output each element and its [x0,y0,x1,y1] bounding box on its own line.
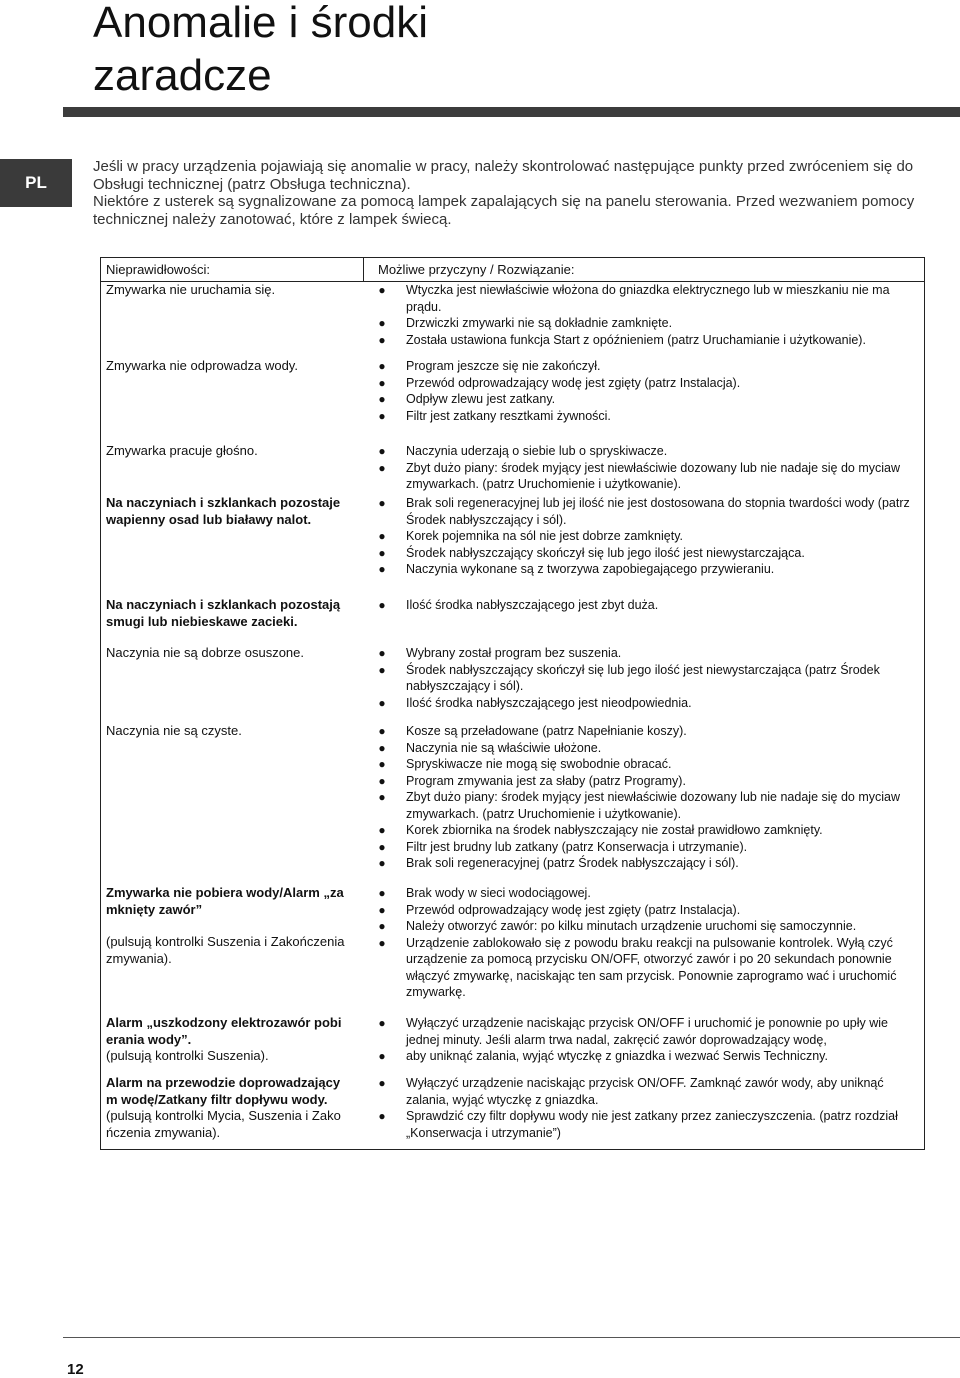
solution-item [378,460,918,493]
solution-item [378,391,918,408]
bullet-icon: ● [378,1076,386,1090]
problem-line: Zmywarka nie pobiera wody/Alarm „za [106,885,344,900]
solution-text: Korek pojemnika na sól nie jest dobrze zamknięty. [406,529,683,543]
solution-item [378,443,918,460]
problem-cell [106,1075,368,1141]
bullet-icon: ● [378,359,386,373]
solution-item [378,695,918,712]
problem-line: Naczynia nie są czyste. [106,723,242,738]
bullet-icon: ● [378,790,386,804]
solution-item [378,545,918,562]
solution-item [378,408,918,425]
problem-line: Naczynia nie są dobrze osuszone. [106,645,305,660]
solution-text: Należy otworzyć zawór: po kilku minutach urządzenie uruchomi się samoczynnie. [406,919,857,933]
intro-paragraph-1: Jeśli w pracy urządzenia pojawiają się anomalie w pracy, należy skontrolować następujące punkty przed zwróceniem się do Obsługi technicznej (patrz Obsługa techniczna). [93,158,914,193]
bullet-icon: ● [378,773,386,788]
solution-text: Program zmywania jest za słaby (patrz Programy). [406,773,686,788]
solution-list [378,645,918,711]
solution-item [378,885,918,902]
bullet-icon: ● [378,332,386,347]
language-tab: PL [0,159,72,207]
solution-item [378,789,918,822]
solution-item [378,282,918,315]
solution-text: Naczynia wykonane są z tworzywa zapobiegającego przywieraniu. [406,562,775,576]
problem-cell [106,597,368,630]
solution-item [378,315,918,332]
bullet-icon: ● [378,886,386,900]
problem-line: m wodę/Zatkany filtr dopływu wody. [106,1091,328,1107]
bullet-icon: ● [378,392,386,406]
problem-line: mknięty zawór” [106,901,203,917]
solution-item [378,723,918,740]
bullet-icon: ● [378,662,386,677]
bullet-icon: ● [378,460,386,475]
intro-paragraph-2: Niektóre z usterek są sygnalizowane za pomocą lampek zapalających się na panelu sterowania. Przed wezwaniem pomocy technicznej należy zanotować, które z lampek świecą. [93,193,915,228]
solution-text: Zbyt dużo piany: środek myjący jest niewłaściwie dozowany lub nie nadaje się do myciaw zmywarkach. (patrz Uruchomienie i użytkowanie). [406,460,900,491]
solution-item [378,839,918,856]
solution-item [378,756,918,773]
bullet-icon: ● [378,545,386,560]
solution-item [378,935,918,1001]
bullet-icon: ● [378,562,386,576]
solution-text: Zbyt dużo piany: środek myjący jest niewłaściwie dozowany lub nie nadaje się do myciaw zmywarkach. (patrz Uruchomienie i użytkowanie). [406,790,900,821]
problem-line: Alarm „uszkodzony elektrozawór pobi [106,1015,342,1030]
solution-item [378,645,918,662]
bullet-icon: ● [378,316,386,330]
solution-text: Kosze są przeładowane (patrz Napełnianie koszy). [406,724,687,738]
bullet-icon: ● [378,902,386,917]
solution-item [378,918,918,935]
solution-text: Ilość środka nabłyszczającego jest nieodpowiednia. [406,695,692,710]
bullet-icon: ● [378,935,386,950]
solution-text: Korek zbiornika na środek nabłyszczający nie został prawidłowo zamknięty. [406,823,823,837]
solution-text: Spryskiwacze nie mogą się swobodnie obracać. [406,757,672,771]
solution-text: Filtr jest brudny lub zatkany (patrz Konserwacja i utrzymanie). [406,839,748,854]
solution-item [378,855,918,872]
solution-list [378,1075,918,1141]
solution-list [378,885,918,1001]
bullet-icon: ● [378,444,386,458]
solution-text: Drzwiczki zmywarki nie są dokładnie zamknięte. [406,316,673,330]
solution-item [378,375,918,392]
problem-cell [106,1015,368,1065]
bullet-icon: ● [378,919,386,933]
solution-text: Odpływ zlewu jest zatkany. [406,392,556,406]
solution-text: Filtr jest zatkany resztkami żywności. [406,408,611,423]
solution-text: Wybrany został program bez suszenia. [406,646,622,660]
solution-text: Przewód odprowadzający wodę jest zgięty (patrz Instalacja). [406,902,741,917]
solution-text: Brak soli regeneracyjnej (patrz Środek nabłyszczający i sól). [406,856,739,870]
problem-line: Na naczyniach i szklankach pozostaje [106,495,341,510]
solution-item [378,662,918,695]
solution-item [378,902,918,919]
solution-text: Środek nabłyszczający skończył się lub jego ilość jest niewystarczająca (patrz Środek nabłyszczający i sól). [406,662,880,693]
problem-line: Zmywarka nie odprowadza wody. [106,358,298,373]
problem-note: (pulsują kontrolki Suszenia i Zakończenia zmywania). [106,934,345,966]
solution-item [378,358,918,375]
bullet-icon: ● [378,1016,386,1030]
title-line-1: Anomalie i środki [93,0,429,47]
solution-item [378,597,918,614]
page-number: 12 [67,1361,84,1378]
solution-text: Brak wody w sieci wodociągowej. [406,886,591,900]
solution-item [378,740,918,757]
problem-cell [106,885,368,967]
solution-item [378,528,918,545]
solution-item [378,495,918,528]
bullet-icon: ● [378,1049,386,1063]
problem-cell [106,723,368,740]
problem-note: (pulsują kontrolki Mycia, Suszenia i Zako ńczenia zmywania). [106,1108,341,1140]
problem-line: smugi lub niebieskawe zacieki. [106,613,298,629]
problem-line: Zmywarka pracuje głośno. [106,443,258,458]
problem-line: erania wody”. [106,1031,192,1047]
intro-text [93,158,960,228]
solution-item [378,561,918,578]
bullet-icon: ● [378,856,386,870]
solution-list [378,358,918,424]
solution-text: Naczynia uderzają o siebie lub o spryskiwacze. [406,444,668,458]
solution-list [378,1015,918,1065]
bullet-icon: ● [378,496,386,510]
bullet-icon: ● [378,695,386,710]
troubleshooting-table [100,257,925,1150]
problem-cell [106,358,368,375]
page-title [93,0,428,102]
solution-list [378,597,918,614]
problem-line: Alarm na przewodzie doprowadzający [106,1075,341,1090]
bullet-icon: ● [378,757,386,771]
solution-text: Przewód odprowadzający wodę jest zgięty (patrz Instalacja). [406,375,741,390]
title-underline [63,107,960,117]
solution-item [378,773,918,790]
solution-list [378,443,918,493]
problem-line: Zmywarka nie uruchamia się. [106,282,276,297]
bullet-icon: ● [378,839,386,854]
problem-line: Na naczyniach i szklankach pozostają [106,597,341,612]
solution-text: Środek nabłyszczający skończył się lub jego ilość jest niewystarczająca. [406,545,805,560]
solution-text: Program jeszcze się nie zakończył. [406,359,601,373]
problem-note: (pulsują kontrolki Suszenia). [106,1048,269,1063]
solution-text: Wyłączyć urządzenie naciskając przycisk ON/OFF i uruchomić je ponownie po upły wie jednej minuty. Jeśli alarm trwa nadal, zakręcić zawór doprowadzający wodę, [406,1016,889,1047]
bullet-icon: ● [378,408,386,423]
problem-cell [106,282,368,299]
bullet-icon: ● [378,1109,386,1123]
solution-text: Została ustawiona funkcja Start z opóźnieniem (patrz Uruchamianie i użytkowanie). [406,332,866,347]
title-line-2: zaradcze [93,51,272,100]
bullet-icon: ● [378,283,386,297]
solution-item [378,332,918,349]
solution-item [378,1048,918,1065]
solution-text: Wyłączyć urządzenie naciskając przycisk ON/OFF. Zamknąć zawór wody, aby uniknąć zalania, wyjąć wtyczkę z gniazdka. [406,1076,884,1107]
solution-text: Ilość środka nabłyszczającego jest zbyt duża. [406,598,659,612]
solution-list [378,723,918,872]
solution-text: Urządzenie zablokowało się z powodu braku reakcji na pulsowanie kontrolek. Wyłą czyć urządzenie za pomocą przycisku ON/OFF, otworzyć zawór i po 20 sekundach ponownie włączyć zmywarkę, naciskając ten sam przycisk. Ponownie zaprogramo wać i uruchomić zmywarkę. [406,935,897,999]
solution-list [378,282,918,348]
bullet-icon: ● [378,823,386,837]
bullet-icon: ● [378,529,386,543]
solution-text: Sprawdzić czy filtr dopływu wody nie jest zatkany przez zanieczyszczenia. (patrz rozdział „Konserwacja i utrzymanie”) [406,1109,898,1140]
header-problems: Nieprawidłowości: [101,258,364,282]
solution-text: aby uniknąć zalania, wyjąć wtyczkę z gniazdka i wezwać Serwis Techniczny. [406,1049,828,1063]
solution-item [378,822,918,839]
bullet-icon: ● [378,598,386,612]
problem-cell [106,443,368,460]
solution-item [378,1108,918,1141]
problem-line: wapienny osad lub białawy nalot. [106,511,312,527]
solution-text: Brak soli regeneracyjnej lub jej ilość nie jest dostosowana do stopnia twardości wody (patrz Środek nabłyszczający i sól). [406,496,910,527]
bullet-icon: ● [378,740,386,755]
solution-text: Wtyczka jest niewłaściwie włożona do gniazdka elektrycznego lub w mieszkaniu nie ma prądu. [406,283,890,314]
problem-cell [106,645,368,662]
solution-list [378,495,918,578]
solution-item [378,1075,918,1108]
footer-rule [63,1337,960,1338]
solution-text: Naczynia nie są właściwie ułożone. [406,740,602,755]
solution-item [378,1015,918,1048]
bullet-icon: ● [378,375,386,390]
problem-cell [106,495,368,528]
bullet-icon: ● [378,724,386,738]
header-solutions: Możliwe przyczyny / Rozwiązanie: [364,258,924,282]
bullet-icon: ● [378,646,386,660]
